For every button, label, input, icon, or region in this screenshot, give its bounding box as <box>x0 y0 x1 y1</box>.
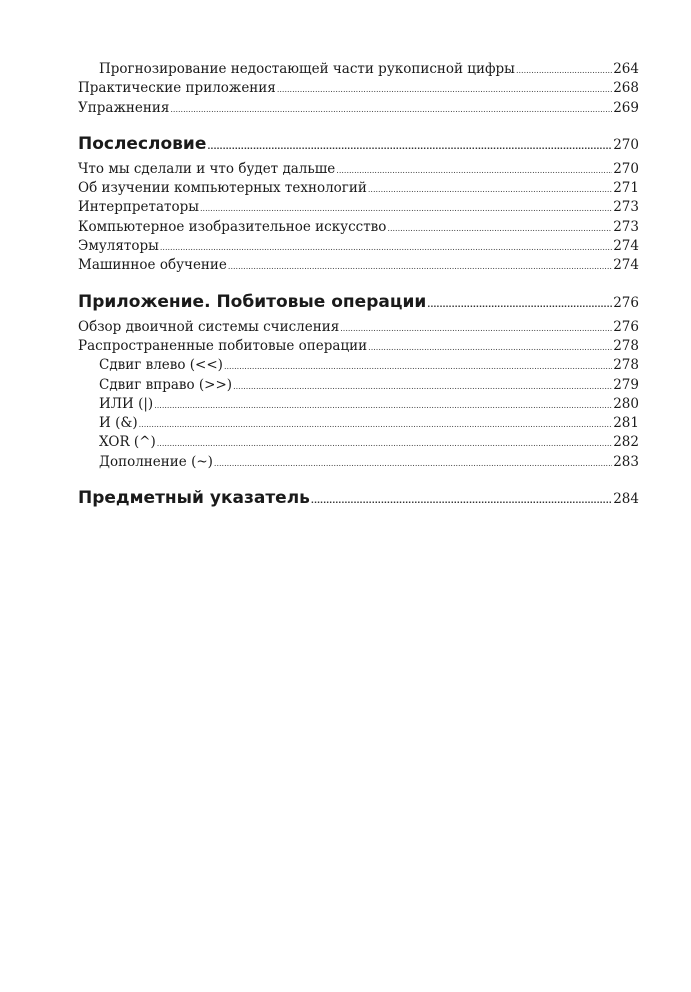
dot-leader <box>154 396 612 415</box>
toc-entry-page-number: 284 <box>613 491 639 508</box>
toc-entry-sub <box>78 433 639 452</box>
toc-entry-page-number: 271 <box>613 180 639 197</box>
toc-entry-page-number: 282 <box>613 434 639 451</box>
toc-entry-title: И (&) <box>99 415 138 432</box>
dot-leader <box>157 434 612 453</box>
dot-leader <box>516 61 612 80</box>
toc-entry-page-number: 268 <box>613 80 639 97</box>
toc-entry-sub <box>78 376 639 395</box>
toc-entry-page-number: 279 <box>613 376 639 393</box>
dot-leader <box>427 293 612 317</box>
toc-entry-sub <box>78 356 639 375</box>
toc-entry-page-number: 270 <box>613 160 639 177</box>
toc-entry-title: Об изучении компьютерных технологий <box>78 180 367 197</box>
toc-entry-section <box>78 318 639 337</box>
toc-entry-page-number: 276 <box>613 318 639 335</box>
toc-entry-page-number: 273 <box>613 218 639 235</box>
toc-entry-page-number: 274 <box>613 257 639 274</box>
toc-entry-title: Дополнение (~) <box>99 453 213 470</box>
toc-entry-page-number: 273 <box>613 199 639 216</box>
toc-entry-title: XOR (^) <box>99 434 156 451</box>
toc-entry-page-number: 278 <box>613 337 639 354</box>
toc-entry-section <box>78 237 639 256</box>
toc-entry-title: Компьютерное изобразительное искусство <box>78 218 387 235</box>
toc-entry-title: Сдвиг влево (<<) <box>99 357 223 374</box>
toc-entry-title: Интерпретаторы <box>78 199 199 216</box>
toc-entry-title: Эмуляторы <box>78 238 159 255</box>
dot-leader <box>340 319 612 338</box>
toc-entry-title: Машинное обучение <box>78 257 227 274</box>
toc-entry-chapter <box>78 290 639 314</box>
toc-entry-section <box>78 218 639 237</box>
toc-entry-page-number: 270 <box>613 136 639 153</box>
toc-entry-title: Практические приложения <box>78 80 276 97</box>
toc-entry-section <box>78 179 639 198</box>
toc-entry-page-number: 274 <box>613 238 639 255</box>
toc-entry-title: Приложение. Побитовые операции <box>78 291 427 312</box>
toc-entry-title: Упражнения <box>78 99 170 116</box>
dot-leader <box>336 161 612 180</box>
toc-entry-title: Обзор двоичной системы счисления <box>78 318 340 335</box>
toc-entry-section <box>78 79 639 98</box>
toc-entry-page-number: 264 <box>613 61 639 77</box>
toc-entry-sub <box>78 453 639 472</box>
toc-entry-page-number: 269 <box>613 99 639 116</box>
dot-leader <box>214 454 612 473</box>
toc-entry-title: Прогнозирование недостающей части рукописной цифры <box>99 61 515 77</box>
toc-entry-chapter <box>78 486 639 510</box>
table-of-contents <box>78 60 639 514</box>
toc-entry-page-number: 276 <box>613 294 639 311</box>
dot-leader <box>160 238 612 257</box>
toc-entry-section <box>78 337 639 356</box>
toc-entry-page-number: 281 <box>613 415 639 432</box>
toc-entry-page-number: 283 <box>613 453 639 470</box>
toc-entry-sub <box>78 60 639 79</box>
dot-leader <box>368 338 612 357</box>
toc-entry-chapter <box>78 132 639 156</box>
dot-leader <box>233 377 612 396</box>
toc-entry-title: Распространенные побитовые операции <box>78 337 368 354</box>
toc-entry-title: Сдвиг вправо (>>) <box>99 376 233 393</box>
toc-entry-title: Что мы сделали и что будет дальше <box>78 160 336 177</box>
toc-entry-section <box>78 198 639 217</box>
dot-leader <box>170 100 612 119</box>
dot-leader <box>228 257 612 276</box>
toc-entry-sub <box>78 395 639 414</box>
toc-entry-section <box>78 99 639 118</box>
toc-entry-section <box>78 160 639 179</box>
toc-entry-section <box>78 256 639 275</box>
toc-entry-title: ИЛИ (|) <box>99 395 154 412</box>
dot-leader <box>207 135 612 159</box>
toc-entry-page-number: 280 <box>613 395 639 412</box>
toc-entry-page-number: 278 <box>613 357 639 374</box>
dot-leader <box>200 199 612 218</box>
dot-leader <box>224 357 612 376</box>
dot-leader <box>311 489 612 513</box>
dot-leader <box>368 180 612 199</box>
dot-leader <box>277 80 612 99</box>
dot-leader <box>139 415 613 434</box>
toc-entry-title: Послесловие <box>78 133 207 154</box>
toc-entry-title: Предметный указатель <box>78 488 310 509</box>
dot-leader <box>387 219 612 238</box>
toc-entry-sub <box>78 414 639 433</box>
